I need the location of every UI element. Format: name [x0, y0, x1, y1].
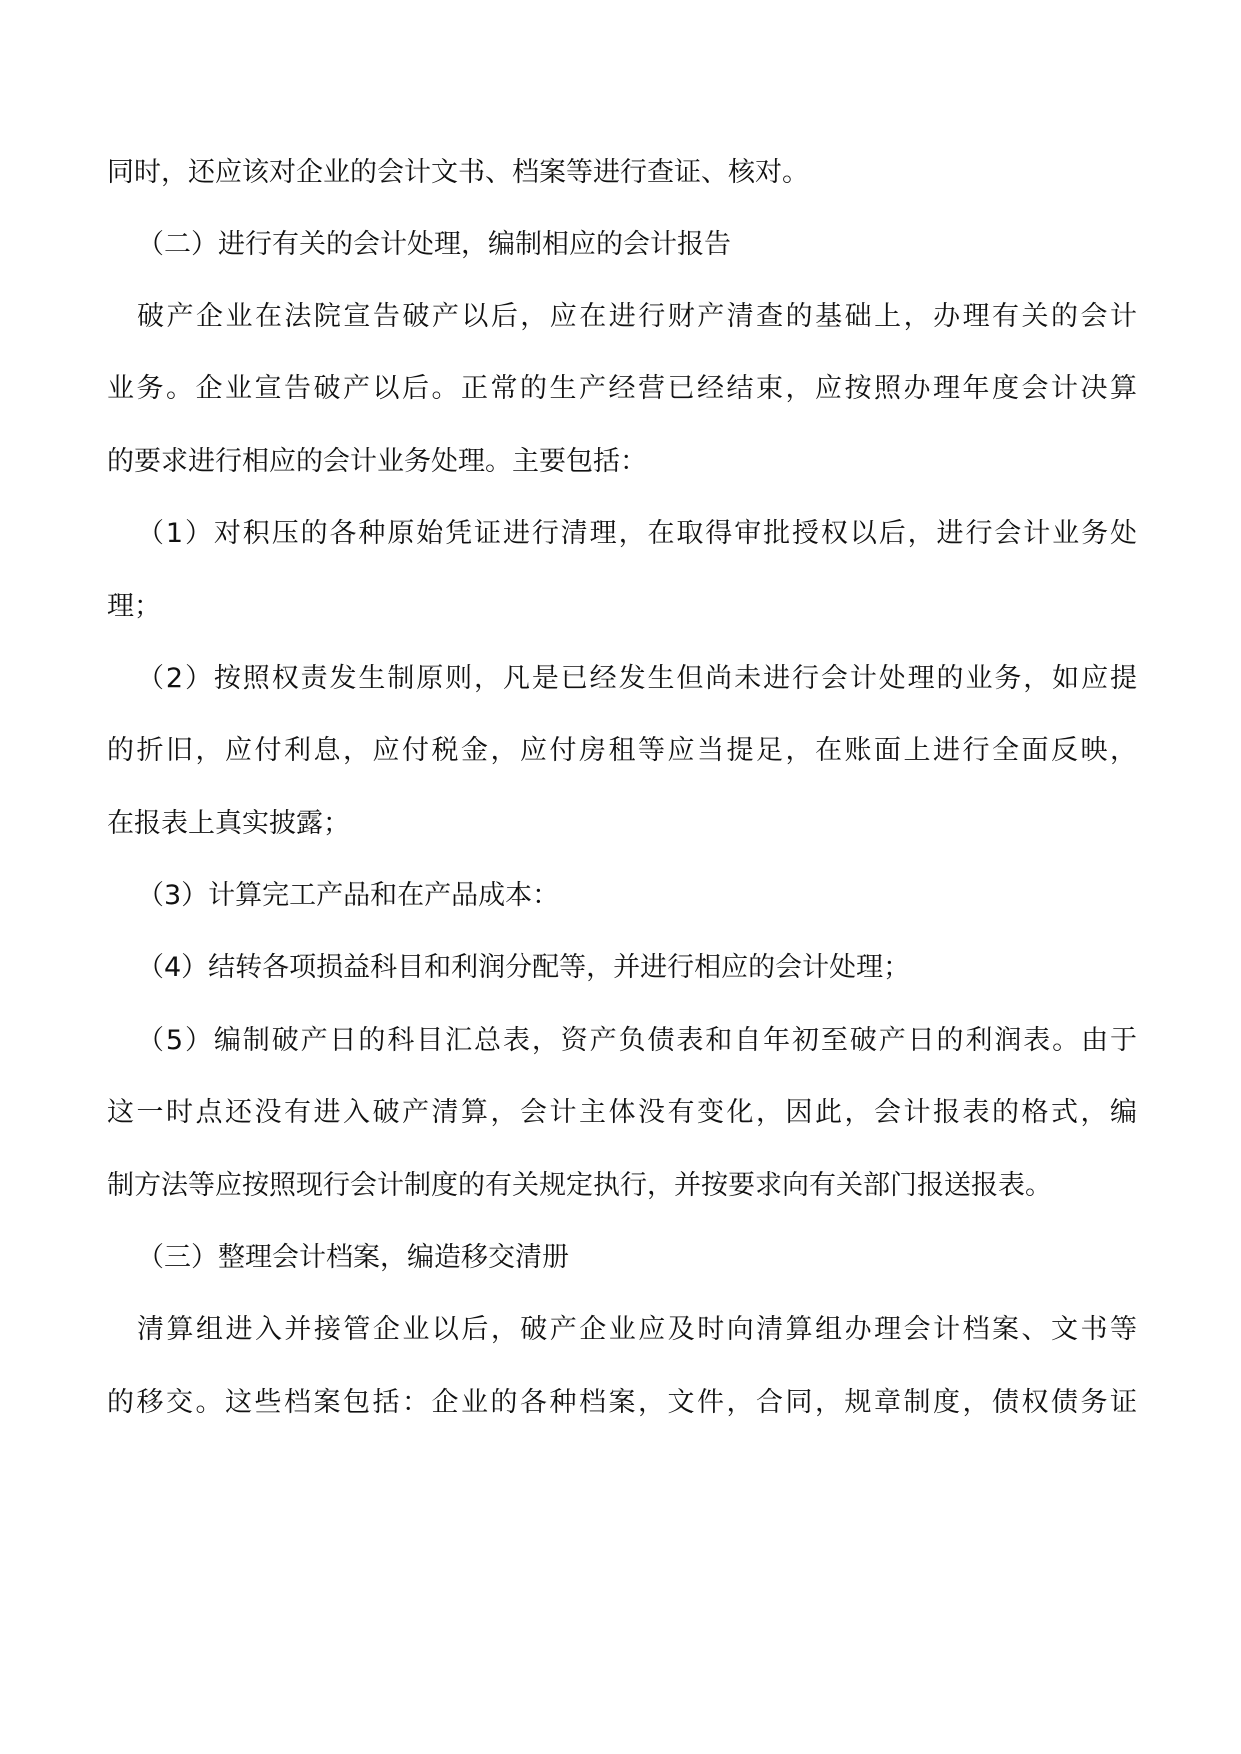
paragraph-line: 同时，还应该对企业的会计文书、档案等进行查证、核对。	[107, 157, 809, 188]
list-item: （2）按照权责发生制原则，凡是已经发生但尚未进行会计处理的业务，如应提	[137, 663, 1137, 694]
list-item: （4）结转各项损益科目和利润分配等，并进行相应的会计处理；	[137, 952, 911, 983]
paragraph-line: 的移交。这些档案包括：企业的各种档案，文件，合同，规章制度，债权债务证	[107, 1387, 1137, 1418]
paragraph-line: 的要求进行相应的会计业务处理。主要包括：	[107, 446, 647, 477]
paragraph-line: 这一时点还没有进入破产清算，会计主体没有变化，因此，会计报表的格式，编	[107, 1097, 1137, 1128]
paragraph-line: 清算组进入并接管企业以后，破产企业应及时向清算组办理会计档案、文书等	[137, 1314, 1137, 1345]
paragraph-line: 在报表上真实披露；	[107, 808, 350, 839]
list-item: （1）对积压的各种原始凭证进行清理，在取得审批授权以后，进行会计业务处	[137, 518, 1137, 549]
list-item: （5）编制破产日的科目汇总表，资产负债表和自年初至破产日的利润表。由于	[137, 1025, 1137, 1056]
paragraph-line: 破产企业在法院宣告破产以后，应在进行财产清查的基础上，办理有关的会计	[137, 301, 1137, 332]
paragraph-line: 理；	[107, 591, 161, 622]
list-item: （3）计算完工产品和在产品成本：	[137, 880, 560, 911]
paragraph-line: 的折旧，应付利息，应付税金，应付房租等应当提足，在账面上进行全面反映，	[107, 735, 1137, 766]
section-heading: （二）进行有关的会计处理，编制相应的会计报告	[137, 229, 731, 260]
paragraph-line: 业务。企业宣告破产以后。正常的生产经营已经结束，应按照办理年度会计决算	[107, 373, 1137, 404]
paragraph-line: 制方法等应按照现行会计制度的有关规定执行，并按要求向有关部门报送报表。	[107, 1170, 1052, 1201]
section-heading: （三）整理会计档案，编造移交清册	[137, 1242, 569, 1273]
